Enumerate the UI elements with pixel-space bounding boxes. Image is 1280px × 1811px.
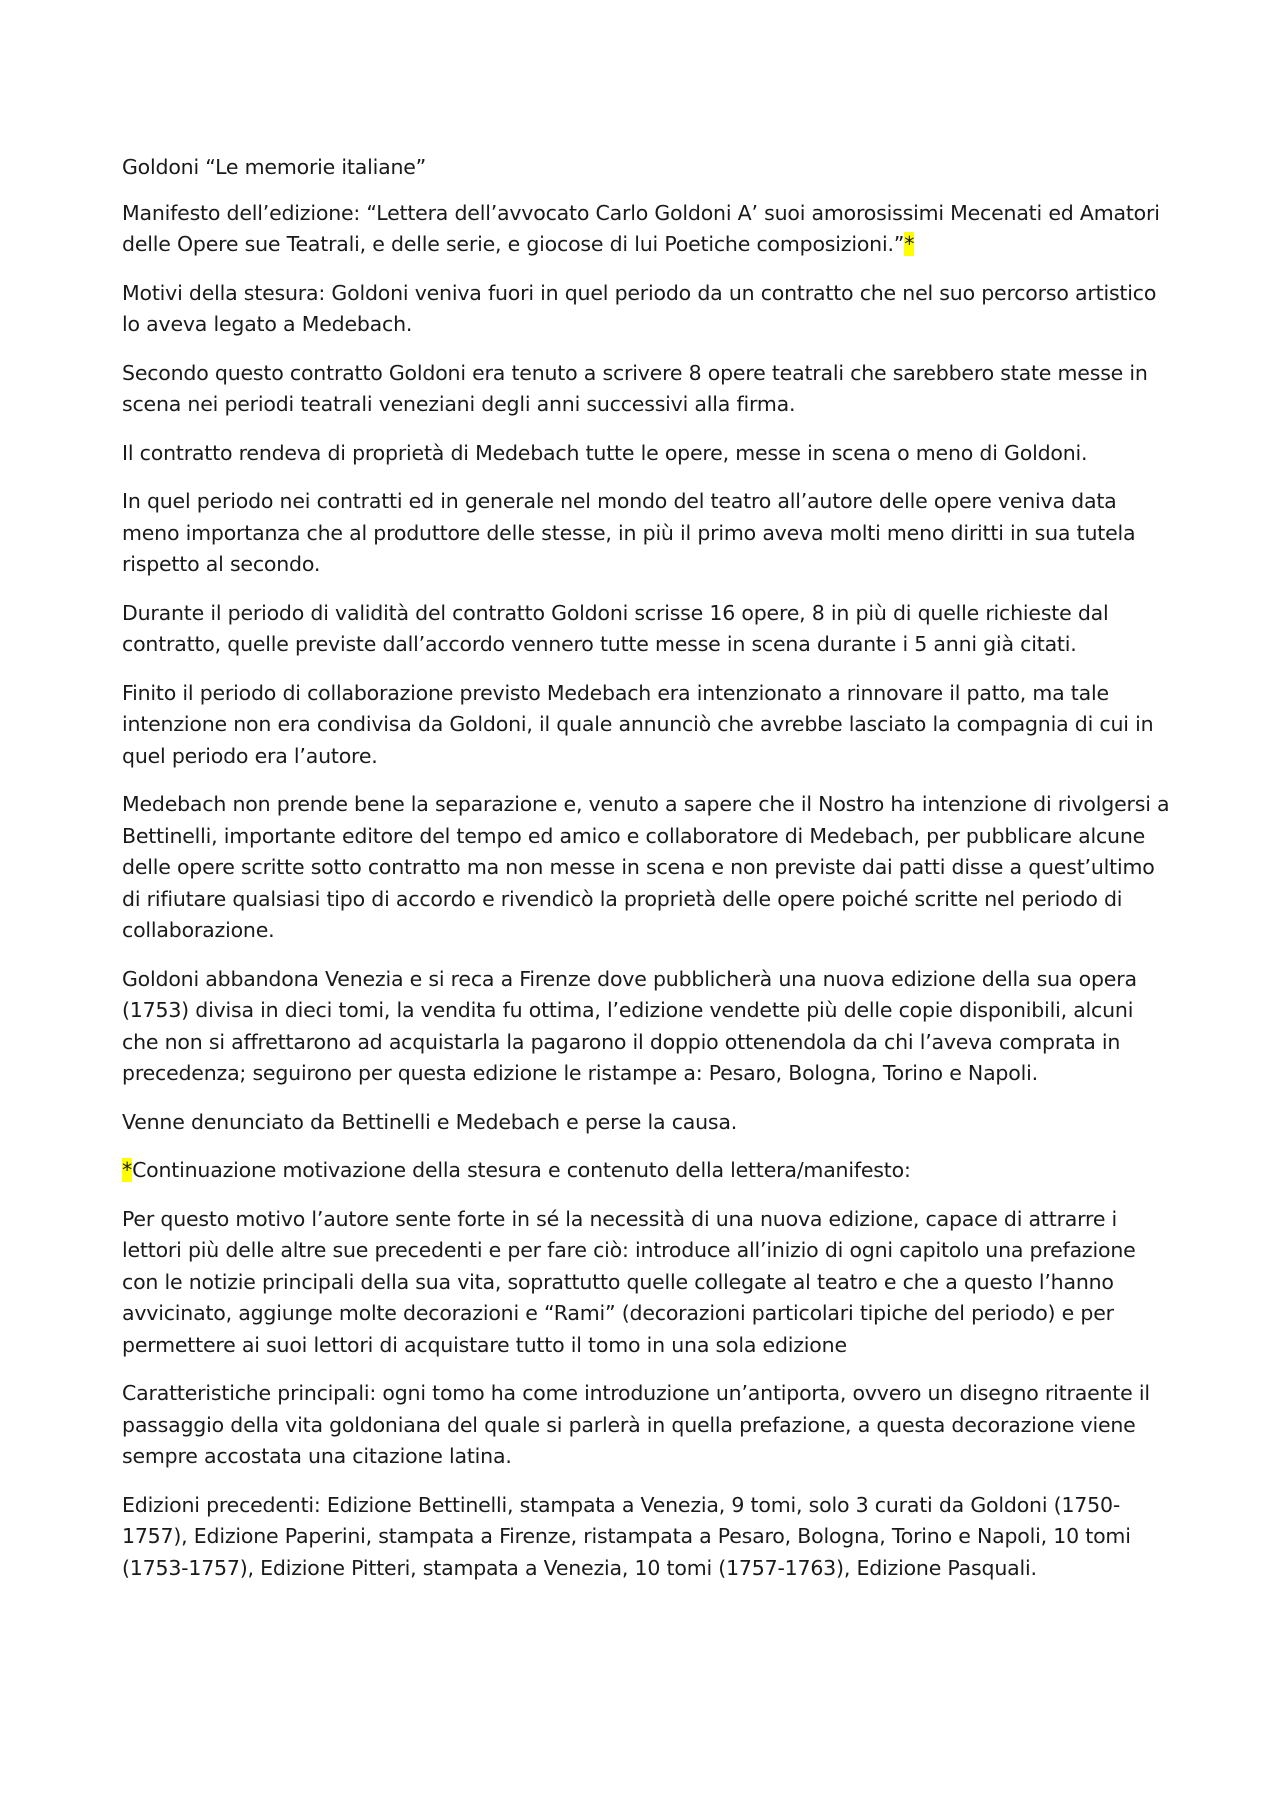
paragraph-edizioni-precedenti: Edizioni precedenti: Edizione Bettinelli, stampata a Venezia, 9 tomi, solo 3 curati da Goldoni (1750-1757), Edizione Paperini, stampata a Firenze, ristampata a Pesaro, Bologna, Torino e Napoli, 10 tomi (1753-1757), Edizione Pitteri, stampata a Venezia, 10 tomi (1757-1763), Edizione Pasquali. bbox=[122, 1492, 1131, 1580]
paragraph-denuncia: Venne denunciato da Bettinelli e Medebach e perse la causa. bbox=[122, 1109, 738, 1134]
highlighted-asterisk: * bbox=[122, 1158, 133, 1182]
paragraph-manifesto-text: Manifesto dell’edizione: “Lettera dell’avvocato Carlo Goldoni A’ suoi amorosissimi Mecenati ed Amatori delle Opere sue Teatrali, e delle serie, e giocose di lui Poetiche composizioni.” bbox=[122, 200, 1160, 256]
paragraph-separazione: Medebach non prende bene la separazione e, venuto a sapere che il Nostro ha intenzione di rivolgersi a Bettinelli, importante editore del tempo ed amico e collaboratore di Medebach, per pubblicare alcune delle opere scritte sotto contratto ma non messe in scena e non previste dai patti disse a quest’ultimo di rifiutare qualsiasi tipo di accordo e rivendicò la proprietà delle opere poiché scritte nel periodo di collaborazione. bbox=[122, 792, 1170, 942]
paragraph-autore: In quel periodo nei contratti ed in generale nel mondo del teatro all’autore delle opere veniva data meno importanza che al produttore delle stesse, in più il primo aveva molti meno diritti in sua tutela rispetto al secondo. bbox=[122, 489, 1136, 576]
paragraph-contratto: Secondo questo contratto Goldoni era tenuto a scrivere 8 opere teatrali che sarebbero state messe in scena nei periodi teatrali veneziani degli anni successivi alla firma. bbox=[122, 360, 1148, 416]
paragraph-nuova-edizione: Per questo motivo l’autore sente forte in sé la necessità di una nuova edizione, capace di attrarre i lettori più delle altre sue precedenti e per fare ciò: introduce all’inizio di ogni capitolo una prefazione con le notizie principali della sua vita, soprattutto quelle collegate al teatro e che a questo l’hanno avvicinato, aggiunge molte decorazioni e “Rami” (decorazioni particolari tipiche del periodo) e per permettere ai suoi lettori di acquistare tutto il tomo in una sola edizione bbox=[122, 1206, 1136, 1357]
paragraph-caratteristiche: Caratteristiche principali: ogni tomo ha come introduzione un’antiporta, ovvero un disegno ritraente il passaggio della vita goldoniana del quale si parlerà in quella prefazione, a questa decorazione viene sempre accostata una citazione latina. bbox=[122, 1381, 1150, 1468]
paragraph-collaborazione: Finito il periodo di collaborazione previsto Medebach era intenzionato a rinnovare il patto, ma tale intenzione non era condivisa da Goldoni, il quale annunciò che avrebbe lasciato la compagnia di cui in quel periodo era l’autore. bbox=[122, 680, 1154, 768]
document-body bbox=[122, 152, 1172, 1601]
paragraph-continuazione bbox=[122, 1155, 1172, 1187]
paragraph-validita: Durante il periodo di validità del contratto Goldoni scrisse 16 opere, 8 in più di quelle richieste dal contratto, quelle previste dall’accordo vennero tutte messe in scena durante i 5 anni già citati. bbox=[122, 600, 1109, 656]
highlighted-asterisk: * bbox=[904, 232, 915, 256]
paragraph-manifesto bbox=[122, 198, 1172, 261]
paragraph-continuazione-text: Continuazione motivazione della stesura e contenuto della lettera/manifesto: bbox=[132, 1158, 911, 1182]
paragraph-motivi: Motivi della stesura: Goldoni veniva fuori in quel periodo da un contratto che nel suo percorso artistico lo aveva legato a Medebach. bbox=[122, 280, 1157, 336]
paragraph-firenze: Goldoni abbandona Venezia e si reca a Firenze dove pubblicherà una nuova edizione della sua opera (1753) divisa in dieci tomi, la vendita fu ottima, l’edizione vendette più delle copie disponibili, alcuni che non si affrettarono ad acquistarla la pagarono il doppio ottenendola da chi l’aveva comprata in precedenza; seguirono per questa edizione le ristampe a: Pesaro, Bologna, Torino e Napoli. bbox=[122, 966, 1137, 1085]
paragraph-proprieta: Il contratto rendeva di proprietà di Medebach tutte le opere, messe in scena o meno di Goldoni. bbox=[122, 440, 1088, 465]
document-title: Goldoni “Le memorie italiane” bbox=[122, 155, 427, 179]
